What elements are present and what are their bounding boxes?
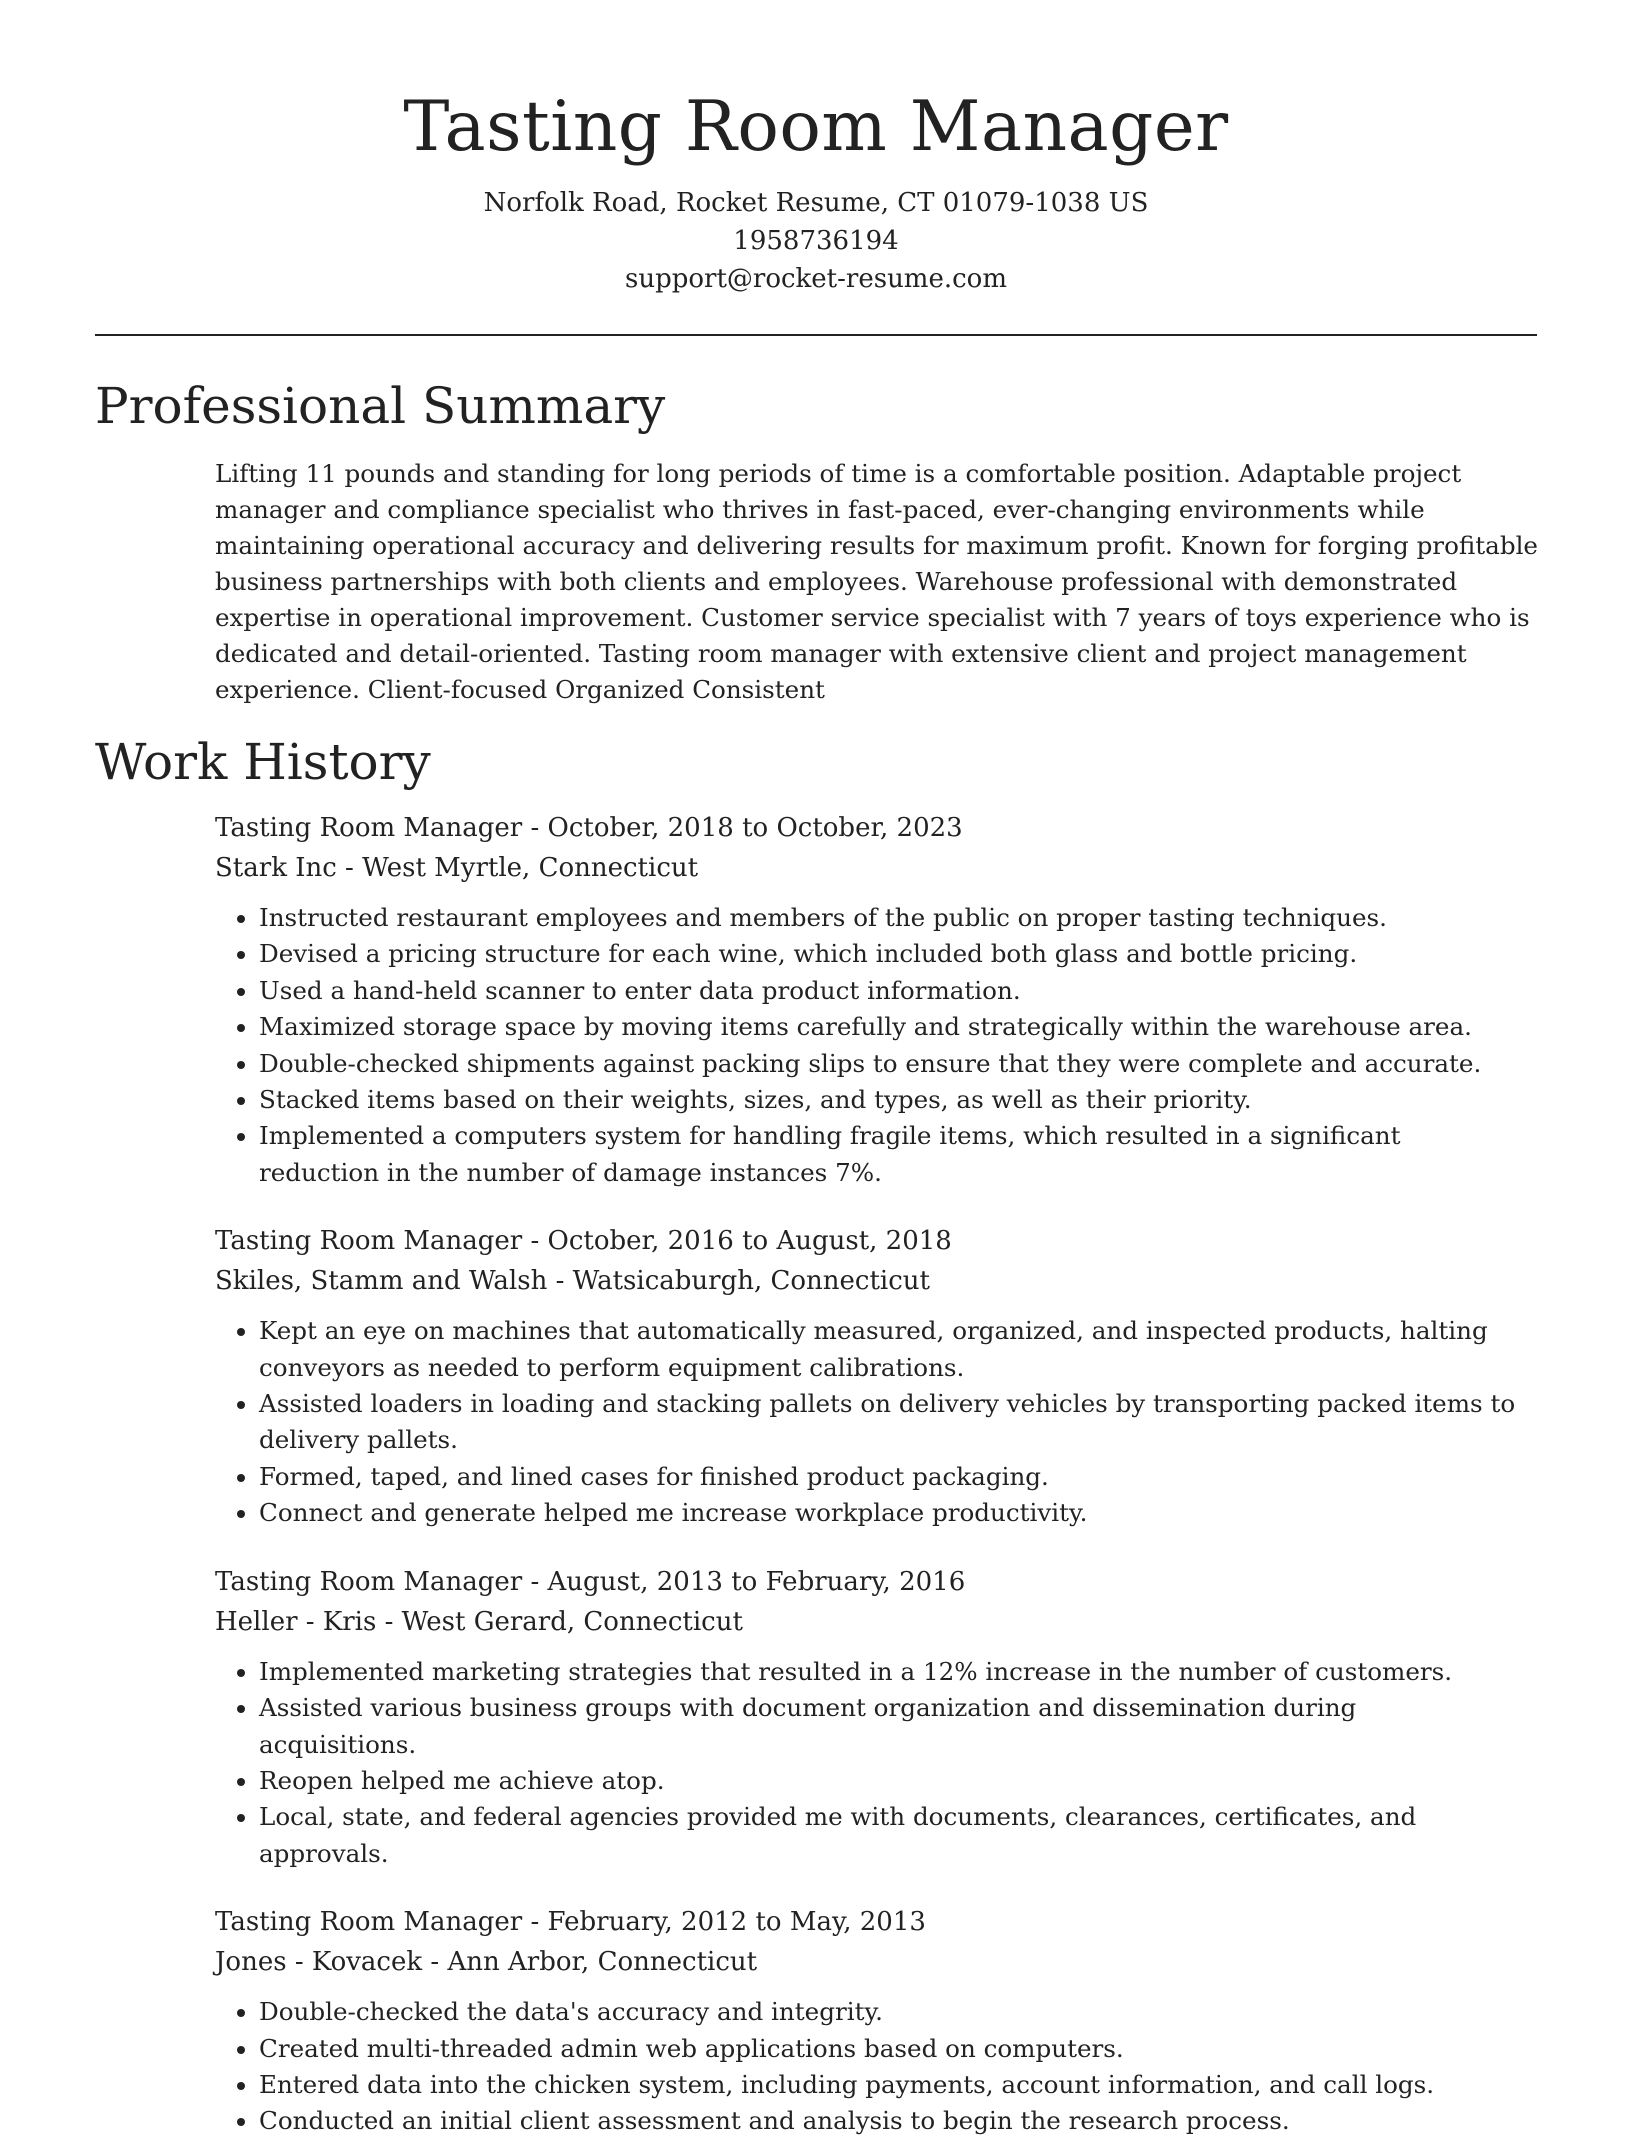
duty-item: • Used a hand-held scanner to enter data product information. (259, 973, 1519, 1009)
duty-item: • Kept an eye on machines that automatically measured, organized, and inspected products, halting conveyors as needed to perform equipment calibrations. (259, 1313, 1519, 1386)
job-heading (215, 1221, 1537, 1261)
job-entry (215, 808, 1537, 1191)
duty-list (215, 1994, 1519, 2140)
duty-list (215, 1313, 1519, 1531)
duty-item: • Instructed restaurant employees and members of the public on proper tasting techniques. (259, 900, 1519, 936)
work-history-heading: Work History (95, 733, 431, 791)
job-title: Tasting Room Manager (215, 813, 523, 843)
duty-item: • Entered data into the chicken system, including payments, account information, and call logs. (259, 2067, 1519, 2103)
company-name: Stark Inc (215, 853, 337, 883)
duty-item: • Double-checked the data's accuracy and integrity. (259, 1994, 1519, 2030)
address: Norfolk Road, Rocket Resume, CT 01079-1038 US (483, 188, 1149, 218)
job-dates: - August, 2013 to February, 2016 (522, 1566, 966, 1597)
company-name: Skiles, Stamm and Walsh (215, 1266, 548, 1297)
job-location: - Watsicaburgh, Connecticut (547, 1266, 930, 1297)
job-entry (215, 1902, 1537, 2140)
job-dates: - February, 2012 to May, 2013 (522, 1907, 926, 1938)
duty-item: • Connect and generate helped me increase workplace productivity. (259, 1495, 1519, 1531)
job-location: - West Gerard, Connecticut (376, 1606, 743, 1637)
duty-item: • Conducted an initial client assessment and analysis to begin the research process. (259, 2103, 1519, 2139)
summary-heading: Professional Summary (95, 377, 666, 435)
job-heading (215, 808, 1537, 848)
duty-item: • Formed, taped, and lined cases for finished product packaging. (259, 1459, 1519, 1495)
duty-item: • Reopen helped me achieve atop. (259, 1763, 1519, 1799)
job-title: Tasting Room Manager (215, 1566, 523, 1597)
company-name: Jones - Kovacek (215, 1947, 423, 1978)
email: support@rocket-resume.com (624, 264, 1007, 294)
summary-text: Lifting 11 pounds and standing for long periods of time is a comfortable position. Adaptable project manager and compliance specialist who thrives in fast-paced, ever-changing environments while maintaining operational accuracy and delivering results for maximum profit. Known for forging profitable business partnerships with both clients and employees. Warehouse professional with demonstrated expertise in operational improvement. Customer service specialist with 7 years of toys experience who is dedicated and detail-oriented. Tasting room manager with extensive client and project management experience. Client-focused Organized Consistent (215, 459, 1538, 704)
duty-item: • Devised a pricing structure for each wine, which included both glass and bottle pricing. (259, 936, 1519, 972)
contact-block (95, 184, 1537, 298)
job-title: Tasting Room Manager (215, 1226, 523, 1257)
duty-item: • Assisted various business groups with document organization and dissemination during acquisitions. (259, 1690, 1519, 1763)
job-dates: - October, 2016 to August, 2018 (522, 1226, 952, 1257)
duty-item: • Local, state, and federal agencies provided me with documents, clearances, certificates, and approvals. (259, 1799, 1519, 1872)
job-employer (215, 1942, 1537, 1982)
job-employer (215, 1602, 1537, 1642)
job-employer (215, 848, 1537, 888)
duty-item: • Created multi-threaded admin web applications based on computers. (259, 2031, 1519, 2067)
duty-item: • Implemented a computers system for handling fragile items, which resulted in a significant reduction in the number of damage instances 7%. (259, 1118, 1519, 1191)
duty-item: • Maximized storage space by moving items carefully and strategically within the warehouse area. (259, 1009, 1519, 1045)
job-title: Tasting Room Manager (215, 1907, 523, 1938)
job-heading (215, 1902, 1537, 1942)
duty-item: • Assisted loaders in loading and stacking pallets on delivery vehicles by transporting packed items to delivery pallets. (259, 1386, 1519, 1459)
candidate-name: Tasting Room Manager (403, 87, 1229, 167)
duty-list (215, 900, 1519, 1191)
job-entry (215, 1221, 1537, 1531)
job-heading (215, 1562, 1537, 1602)
duty-item: • Stacked items based on their weights, sizes, and types, as well as their priority. (259, 1082, 1519, 1118)
duty-item: • Implemented marketing strategies that resulted in a 12% increase in the number of customers. (259, 1654, 1519, 1690)
job-dates: - October, 2018 to October, 2023 (522, 813, 963, 843)
job-entry (215, 1562, 1537, 1872)
job-employer (215, 1261, 1537, 1301)
duty-list (215, 1654, 1519, 1872)
company-name: Heller - Kris (215, 1606, 377, 1637)
resume-header (95, 0, 1537, 298)
job-location: - Ann Arbor, Connecticut (422, 1947, 758, 1978)
phone: 1958736194 (733, 226, 899, 256)
job-location: - West Myrtle, Connecticut (336, 853, 699, 883)
duty-item: • Double-checked shipments against packing slips to ensure that they were complete and accurate. (259, 1046, 1519, 1082)
header-divider (95, 334, 1537, 336)
